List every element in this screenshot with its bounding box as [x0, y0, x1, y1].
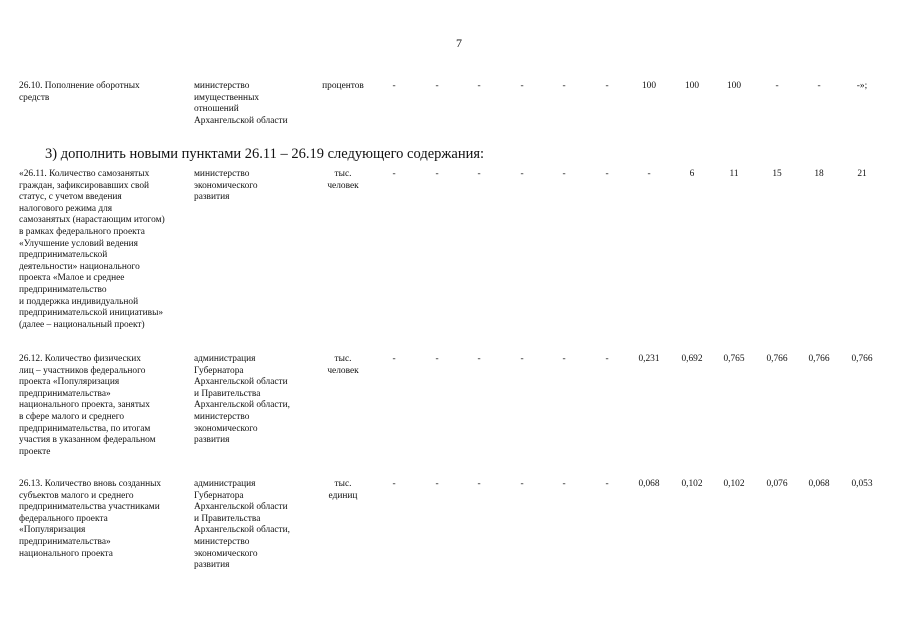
value-cell: - — [435, 81, 439, 91]
value-cell: 11 — [729, 169, 739, 179]
value-cell: - — [817, 81, 821, 91]
value-cell: - — [477, 354, 481, 364]
indicator-name: 26.13. Количество вновь созданных субъектов малого и среднего предпринимательства участниками федерального проекта «Популяризация предпринимательства» национального проекта — [19, 479, 162, 559]
unit-of-measure: тыс. человек — [327, 354, 359, 376]
value-cell: -»; — [856, 81, 868, 91]
value-cell: - — [520, 479, 524, 489]
value-cell: 100 — [684, 81, 700, 91]
value-cell: 100 — [641, 81, 657, 91]
value-cell: - — [435, 479, 439, 489]
value-cell: - — [435, 354, 439, 364]
value-cell: 21 — [857, 169, 867, 179]
value-cell: - — [392, 81, 396, 91]
value-cell: 0,692 — [681, 354, 703, 364]
value-cell: - — [605, 81, 609, 91]
responsible-executor: министерство экономического развития — [194, 169, 258, 203]
unit-of-measure: тыс. человек — [327, 169, 359, 191]
indicator-name: 26.12. Количество физических лиц – участников федерального проекта «Популяризация предпринимательства» национального проекта, занятых в сфере малого и среднего предпринимательства, по итогам участия в указанном федеральном проекте — [19, 354, 156, 457]
value-cell: - — [477, 81, 481, 91]
value-cell: 6 — [689, 169, 695, 179]
indicator-name: 26.10. Пополнение оборотных средств — [19, 81, 140, 103]
value-cell: 0,766 — [808, 354, 830, 364]
value-cell: - — [392, 354, 396, 364]
value-cell: - — [562, 479, 566, 489]
value-cell: - — [562, 354, 566, 364]
value-cell: - — [562, 169, 566, 179]
value-cell: - — [520, 354, 524, 364]
value-cell: 15 — [772, 169, 782, 179]
value-cell: 0,076 — [766, 479, 788, 489]
value-cell: - — [477, 169, 481, 179]
value-cell: - — [392, 479, 396, 489]
page-number: 7 — [456, 36, 462, 50]
unit-of-measure: процентов — [322, 81, 364, 91]
value-cell: - — [647, 169, 651, 179]
value-cell: - — [477, 479, 481, 489]
value-cell: 100 — [726, 81, 742, 91]
value-cell: 0,766 — [851, 354, 873, 364]
value-cell: 0,231 — [638, 354, 660, 364]
value-cell: 0,102 — [723, 479, 745, 489]
value-cell: 0,102 — [681, 479, 703, 489]
value-cell: - — [520, 169, 524, 179]
responsible-executor: министерство имущественных отношений Архангельской области — [194, 81, 288, 126]
value-cell: 0,068 — [638, 479, 660, 489]
value-cell: 0,766 — [766, 354, 788, 364]
value-cell: - — [435, 169, 439, 179]
responsible-executor: администрация Губернатора Архангельской области и Правительства Архангельской области, министерство экономического развития — [194, 354, 291, 446]
indicator-name: «26.11. Количество самозанятых граждан, зафиксировавших свой статус, с учетом введения налогового режима для самозанятых (нарастающим итогом) в рамках федерального проекта «Улучшение условий ведения предпринимательской деятельности» национального проекта «Малое и среднее предпринимательство и поддержка индивидуальной предпринимательской инициативы» (далее – национальный проект) — [19, 169, 165, 330]
value-cell: - — [605, 354, 609, 364]
value-cell: - — [562, 81, 566, 91]
value-cell: - — [605, 479, 609, 489]
unit-of-measure: тыс. единиц — [328, 479, 358, 501]
value-cell: - — [520, 81, 524, 91]
value-cell: - — [775, 81, 779, 91]
responsible-executor: администрация Губернатора Архангельской области и Правительства Архангельской области, министерство экономического развития — [194, 479, 291, 571]
value-cell: - — [605, 169, 609, 179]
section-heading: 3) дополнить новыми пунктами 26.11 – 26.19 следующего содержания: — [45, 146, 485, 162]
value-cell: - — [392, 169, 396, 179]
value-cell: 0,053 — [851, 479, 873, 489]
value-cell: 0,068 — [808, 479, 830, 489]
value-cell: 18 — [814, 169, 824, 179]
value-cell: 0,765 — [723, 354, 745, 364]
